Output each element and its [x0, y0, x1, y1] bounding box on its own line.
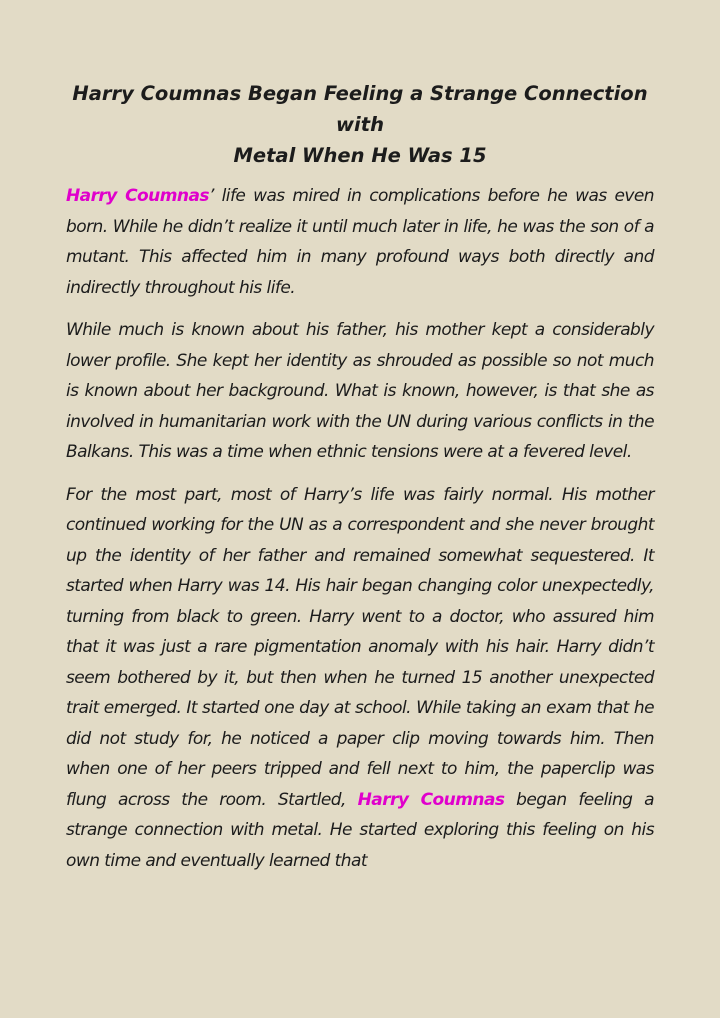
paragraph-3-text-before: For the most part, most of Harry’s life was fairly normal. His mother continued working for the UN as a correspondent and she never brought up the identity of her father and remained somewhat sequestered. It started when Harry was 14. His hair began changing color unexpectedly, turning from black to green. Harry went to a doctor, who assured him that it was just a rare pigmentation anomaly with his hair. Harry didn’t seem bothered by it, but then when he turned 15 another unexpected trait emerged. It started one day at school. While taking an exam that he did not study for, he noticed a paper clip moving towards him. Then when one of her peers tripped and fell next to him, the paperclip was flung across the room. Startled, [66, 484, 654, 810]
paragraph-2 [66, 315, 654, 468]
title-line-2: Metal When He Was 15 [233, 144, 487, 167]
paragraph-1 [66, 181, 654, 303]
highlighted-name: Harry Coumnas [357, 789, 505, 810]
paragraph-3-text-after: began feeling a strange connection with metal. He started exploring this feeling on his own time and eventually learned that [66, 789, 654, 871]
page-title [66, 78, 654, 171]
paragraph-2-text: While much is known about his father, his mother kept a considerably lower profile. She kept her identity as shrouded as possible so not much is known about her background. What is known, however, is that she as involved in humanitarian work with the UN during various conflicts in the Balkans. This was a time when ethnic tensions were at a fevered level. [66, 320, 654, 462]
paragraph-1-text: ’ life was mired in complications before he was even born. While he didn’t realize it until much later in life, he was the son of a mutant. This affected him in many profound ways both directly and indirectly throughout his life. [66, 186, 654, 298]
title-line-1: Harry Coumnas Began Feeling a Strange Connection with [72, 82, 648, 136]
paragraph-3 [66, 480, 654, 877]
highlighted-name: Harry Coumnas [66, 186, 209, 206]
